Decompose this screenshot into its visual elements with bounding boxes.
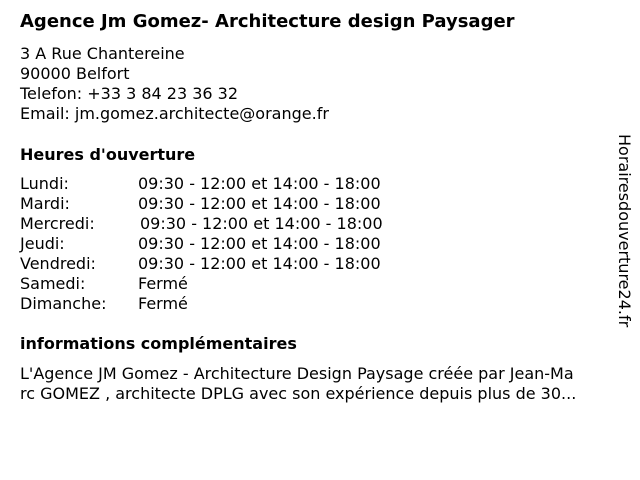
page-title: Agence Jm Gomez- Architecture design Paysager (20, 11, 515, 32)
hours-time-value: 09:30 - 12:00 et 14:00 - 18:00 (138, 254, 381, 273)
hours-time-value: 09:30 - 12:00 et 14:00 - 18:00 (138, 174, 381, 193)
hours-time-value: 09:30 - 12:00 et 14:00 - 18:00 (140, 214, 383, 233)
address-block (20, 44, 329, 124)
hours-day-label: Vendredi: (20, 254, 96, 273)
watermark-text: Horairesdouverture24.fr (615, 134, 634, 328)
hours-day-label: Mercredi: (20, 214, 95, 233)
hours-day-label: Samedi: (20, 274, 86, 293)
hours-day-label: Mardi: (20, 194, 70, 213)
phone-number: Telefon: +33 3 84 23 36 32 (20, 84, 239, 103)
info-description (20, 364, 625, 404)
hours-day-label: Dimanche: (20, 294, 107, 313)
description-line: L'Agence JM Gomez - Architecture Design Paysage créée par Jean-Ma (20, 364, 574, 383)
hours-day-label: Jeudi: (20, 234, 65, 253)
hours-day-label: Lundi: (20, 174, 69, 193)
hours-time-value: 09:30 - 12:00 et 14:00 - 18:00 (138, 234, 381, 253)
email-address: Email: jm.gomez.architecte@orange.fr (20, 104, 329, 123)
address-street: 3 A Rue Chantereine (20, 44, 185, 63)
hours-time-value: Fermé (138, 274, 188, 293)
description-line: rc GOMEZ , architecte DPLG avec son expérience depuis plus de 30... (20, 384, 577, 403)
hours-heading: Heures d'ouverture (20, 145, 196, 164)
hours-time-value: Fermé (138, 294, 188, 313)
hours-time-value: 09:30 - 12:00 et 14:00 - 18:00 (138, 194, 381, 213)
info-heading: informations complémentaires (20, 334, 297, 353)
address-city: 90000 Belfort (20, 64, 130, 83)
